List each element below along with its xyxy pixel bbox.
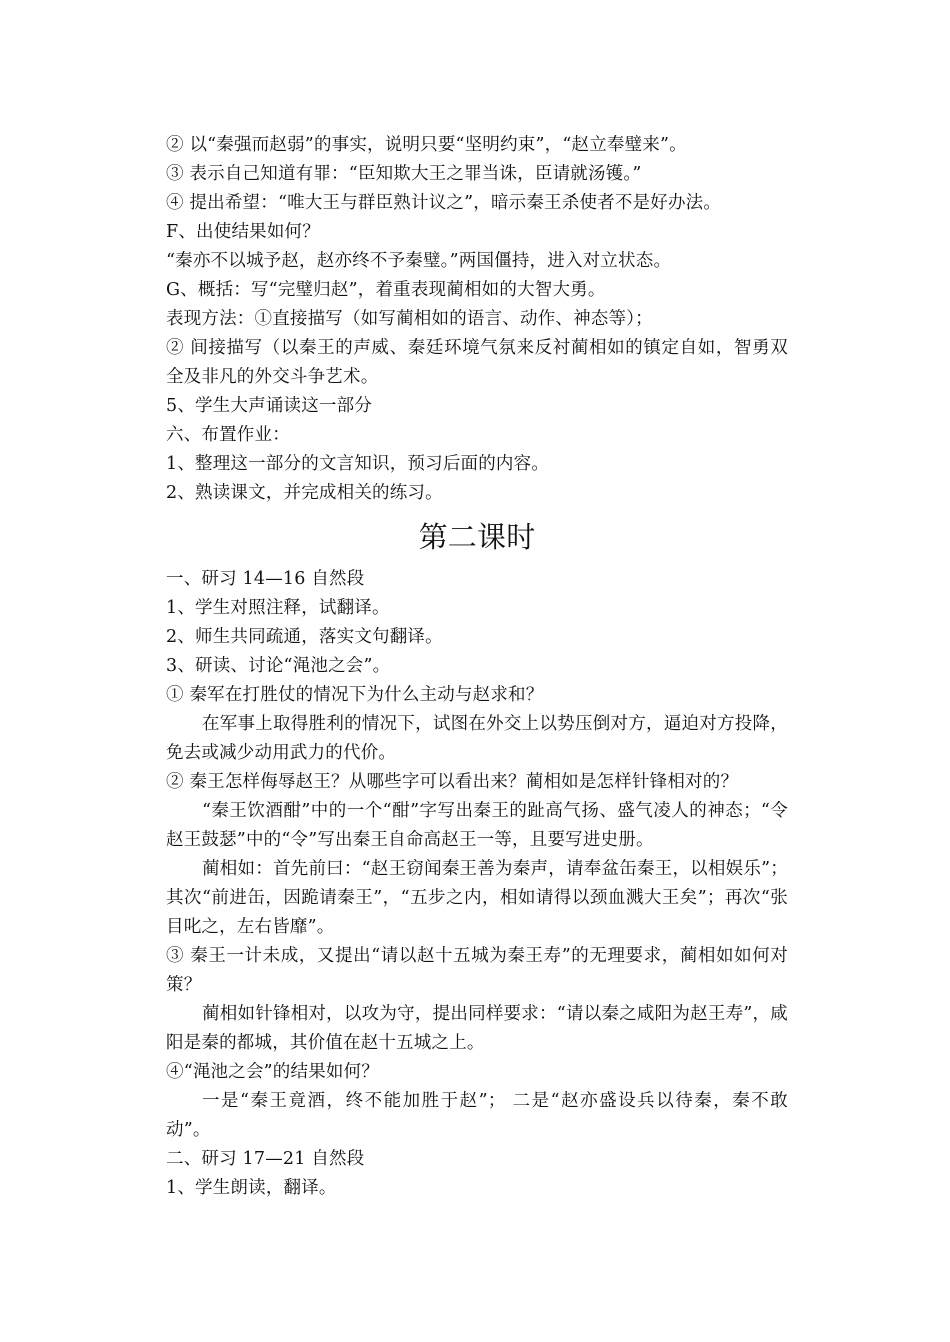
answer-2b: 蔺相如：首先前曰：“赵王窃闻秦王善为秦声，请奉盆缶秦王，以相娱乐”；其次“前进缶，因跪请秦王”，“五步之内，相如请得以颈血溅大王矣”；再次“张目叱之，左右皆靡”。 <box>166 859 788 937</box>
document-body <box>166 131 788 1203</box>
text-line: 1、整理这一部分的文言知识，预习后面的内容。 <box>166 454 550 474</box>
text-line: ② 以“秦强而赵弱”的事实，说明只要“坚明约束”，“赵立奉璧来”。 <box>166 135 687 155</box>
answer-2a: “秦王饮酒酣”中的一个“酣”字写出秦王的趾高气扬、盛气凌人的神态；“令赵王鼓瑟”中的“令”写出秦王自命高赵王一等，且要写进史册。 <box>166 801 788 850</box>
answer-4: 一是“秦王竟酒，终不能加胜于赵”； 二是“赵亦盛设兵以待秦，秦不敢动”。 <box>166 1091 788 1140</box>
text-line: G、概括：写“完璧归赵”，着重表现蔺相如的大智大勇。 <box>166 280 606 300</box>
text-line: 1、学生对照注释，试翻译。 <box>166 598 390 618</box>
text-line: 2、师生共同疏通，落实文句翻译。 <box>166 627 443 647</box>
text-line: 表现方法：①直接描写（如写蔺相如的语言、动作、神态等）； <box>166 309 653 329</box>
section-heading: 一、研习 14—16 自然段 <box>166 569 365 589</box>
answer-1: 在军事上取得胜利的情况下，试图在外交上以势压倒对方，逼迫对方投降，免去或减少动用武力的代价。 <box>166 714 788 763</box>
answer-3: 蔺相如针锋相对，以攻为守，提出同样要求：“请以秦之咸阳为赵王寿”，咸阳是秦的都城，其价值在赵十五城之上。 <box>166 1004 788 1053</box>
text-paragraph: ② 间接描写（以秦王的声威、秦廷环境气氛来反衬蔺相如的镇定自如，智勇双全及非凡的外交斗争艺术。 <box>166 338 788 387</box>
text-line: 3、研读、讨论“渑池之会”。 <box>166 656 391 676</box>
question-1: ① 秦军在打胜仗的情况下为什么主动与赵求和？ <box>166 685 544 705</box>
text-line: 1、学生朗读，翻译。 <box>166 1178 337 1198</box>
section-heading: 二、研习 17—21 自然段 <box>166 1149 365 1169</box>
text-line: ③ 表示自己知道有罪：“臣知欺大王之罪当诛，臣请就汤镬。” <box>166 164 642 184</box>
text-line: F、出使结果如何？ <box>166 222 320 242</box>
text-line: ④ 提出希望：“唯大王与群臣熟计议之”，暗示秦王杀使者不是好办法。 <box>166 193 722 213</box>
question-4: ④“渑池之会”的结果如何？ <box>166 1062 379 1082</box>
text-line: 5、学生大声诵读这一部分 <box>166 396 373 416</box>
question-3: ③ 秦王一计未成，又提出“请以赵十五城为秦王寿”的无理要求，蔺相如如何对策？ <box>166 946 788 995</box>
text-line: “秦亦不以城予赵，赵亦终不予秦璧。”两国僵持，进入对立状态。 <box>166 251 672 271</box>
question-2: ② 秦王怎样侮辱赵王？从哪些字可以看出来？蔺相如是怎样针锋相对的？ <box>166 772 739 792</box>
text-line: 2、熟读课文，并完成相关的练习。 <box>166 483 443 503</box>
lesson-title: 第二课时 <box>418 520 536 554</box>
text-line: 六、布置作业： <box>166 425 290 445</box>
